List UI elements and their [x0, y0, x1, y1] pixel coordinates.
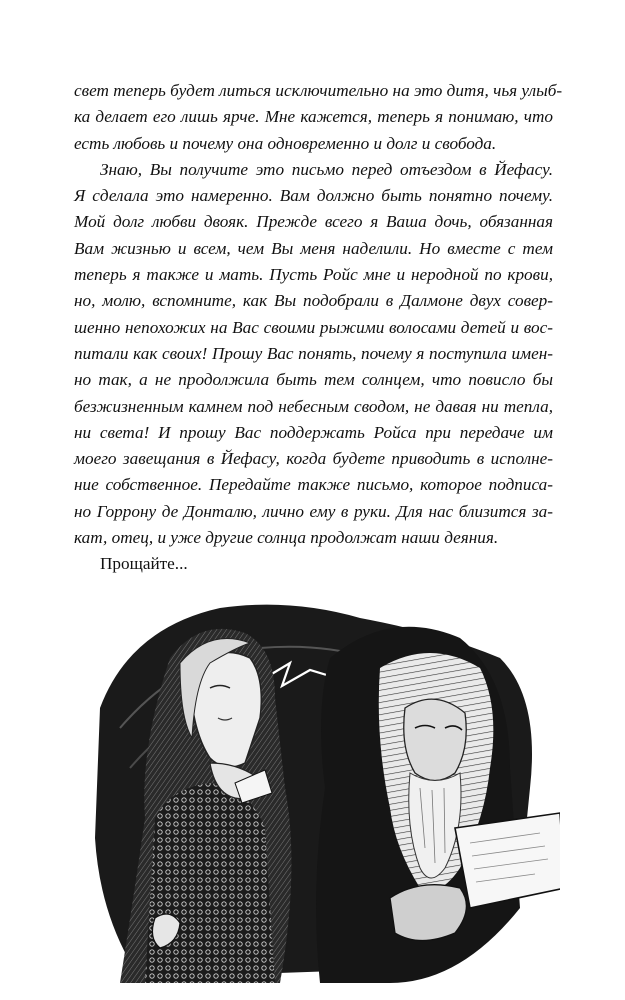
text-line: безжизненным камнем под небесным сводом, не давая ни тепла, — [74, 396, 553, 416]
text-line: но, молю, вспомните, как Вы подобрали в Далмоне двух совер- — [74, 291, 553, 311]
illustration — [60, 588, 560, 983]
text-line: ние собственное. Передайте также письмо, которое подписа- — [74, 475, 553, 495]
text-line: но так, а не продолжила быть тем солнцем, что повисло бы — [74, 370, 553, 390]
text-line: питали как своих! Прошу Вас понять, почему я поступила имен- — [74, 343, 553, 363]
text-line: теперь я также и мать. Пусть Ройс мне и неродной по крови, — [74, 265, 553, 285]
signoff: Прощайте... — [100, 554, 188, 574]
text-line: ни света! И прошу Вас поддержать Ройса при передаче им — [74, 422, 553, 442]
text-line: Я сделала это намеренно. Вам должно быть понятно почему. — [74, 186, 553, 206]
text-line: Мой долг любви двояк. Прежде всего я Ваша дочь, обязанная — [74, 212, 553, 232]
text-line: кат, отец, и уже другие солнца продолжат наши деяния. — [74, 528, 499, 548]
text-line: моего завещания в Йефасу, когда будете приводить в исполне- — [74, 449, 553, 469]
text-line: свет теперь будет литься исключительно на это дитя, чья улыб- — [74, 81, 563, 100]
text-line: Вам жизнью и всем, чем Вы меня наделили. Но вместе с тем — [74, 238, 553, 258]
letter-text — [74, 78, 563, 578]
text-line: есть любовь и почему она одновременно и долг и свобода. — [74, 133, 497, 153]
text-line: шенно непохожих на Вас своими рыжими волосами детей и вос- — [74, 317, 553, 337]
text-line: Знаю, Вы получите это письмо перед отъездом в Йефасу. — [100, 159, 553, 179]
text-line: но Горрону де Донталю, лично ему в руки. Для нас близится за- — [74, 501, 553, 521]
text-line: ка делает его лишь ярче. Мне кажется, теперь я понимаю, что — [74, 107, 553, 127]
